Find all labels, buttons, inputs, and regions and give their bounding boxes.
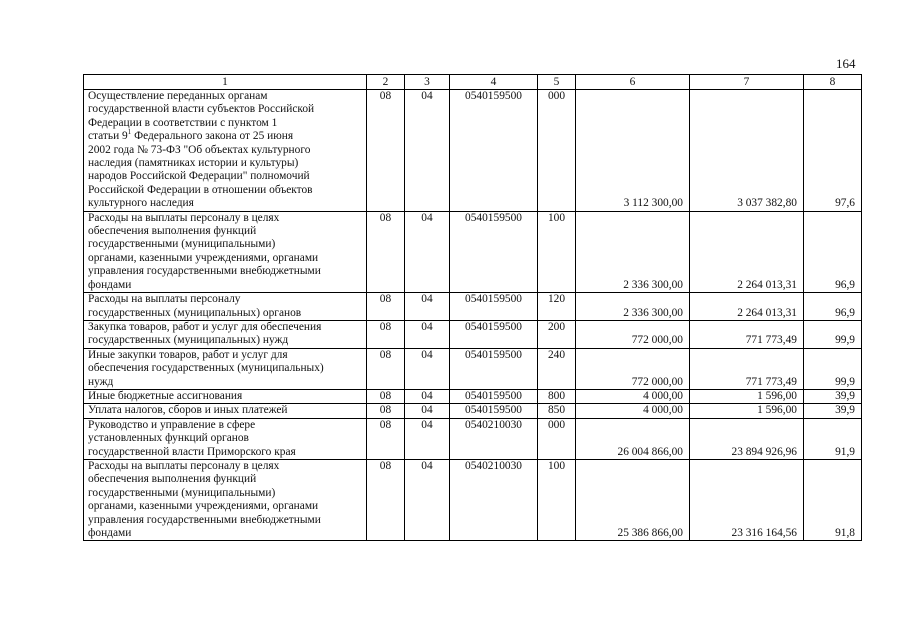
row-name: Иные закупки товаров, работ и услуг для обеспечения государственных (муниципальных) нужд	[84, 348, 367, 389]
column-header: 2	[367, 75, 405, 90]
expense-type-code: 120	[538, 293, 576, 321]
section-code: 08	[367, 389, 405, 403]
execution-percent: 97,6	[804, 90, 862, 212]
target-article-code: 0540159500	[450, 404, 538, 418]
section-code: 08	[367, 293, 405, 321]
subsection-code: 04	[405, 293, 450, 321]
planned-amount: 772 000,00	[576, 320, 690, 348]
subsection-code: 04	[405, 389, 450, 403]
column-header: 1	[84, 75, 367, 90]
row-name: Уплата налогов, сборов и иных платежей	[84, 404, 367, 418]
actual-amount: 23 316 164,56	[690, 459, 804, 540]
expense-type-code: 000	[538, 90, 576, 212]
target-article-code: 0540159500	[450, 389, 538, 403]
section-code: 08	[367, 90, 405, 212]
subsection-code: 04	[405, 348, 450, 389]
target-article-code: 0540159500	[450, 211, 538, 292]
planned-amount: 3 112 300,00	[576, 90, 690, 212]
table-row	[84, 404, 862, 418]
target-article-code: 0540159500	[450, 348, 538, 389]
section-code: 08	[367, 348, 405, 389]
subsection-code: 04	[405, 418, 450, 459]
target-article-code: 0540210030	[450, 459, 538, 540]
column-header: 8	[804, 75, 862, 90]
row-name: Руководство и управление в сфере установленных функций органов государственной власти Приморского края	[84, 418, 367, 459]
subsection-code: 04	[405, 404, 450, 418]
subsection-code: 04	[405, 90, 450, 212]
expense-type-code: 100	[538, 211, 576, 292]
row-name-text: Федерального закона от 25 июня 2002 года № 73-ФЗ "Об объектах культурного наследия (памятниках истории и культуры) народов Российской Федерации" полномочий Российской Федерации в отношении объектов культурного наследия	[88, 130, 313, 210]
subsection-code: 04	[405, 459, 450, 540]
actual-amount: 771 773,49	[690, 320, 804, 348]
table-row	[84, 320, 862, 348]
execution-percent: 91,9	[804, 418, 862, 459]
actual-amount: 3 037 382,80	[690, 90, 804, 212]
target-article-code: 0540159500	[450, 320, 538, 348]
section-code: 08	[367, 418, 405, 459]
planned-amount: 26 004 866,00	[576, 418, 690, 459]
page-number: 164	[836, 56, 856, 71]
section-code: 08	[367, 211, 405, 292]
execution-percent: 99,9	[804, 348, 862, 389]
expense-type-code: 200	[538, 320, 576, 348]
expense-type-code: 000	[538, 418, 576, 459]
expense-type-code: 800	[538, 389, 576, 403]
subsection-code: 04	[405, 211, 450, 292]
expense-type-code: 240	[538, 348, 576, 389]
row-name-superscript: 1	[127, 128, 132, 137]
section-code: 08	[367, 320, 405, 348]
expense-type-code: 100	[538, 459, 576, 540]
column-number-row	[84, 75, 862, 90]
actual-amount: 2 264 013,31	[690, 293, 804, 321]
column-header: 5	[538, 75, 576, 90]
execution-percent: 39,9	[804, 389, 862, 403]
column-header: 6	[576, 75, 690, 90]
actual-amount: 1 596,00	[690, 404, 804, 418]
planned-amount: 2 336 300,00	[576, 293, 690, 321]
row-name: Иные бюджетные ассигнования	[84, 389, 367, 403]
row-name	[84, 90, 367, 212]
table-row	[84, 459, 862, 540]
row-name: Расходы на выплаты персоналу государственных (муниципальных) органов	[84, 293, 367, 321]
actual-amount: 2 264 013,31	[690, 211, 804, 292]
row-name: Закупка товаров, работ и услуг для обеспечения государственных (муниципальных) нужд	[84, 320, 367, 348]
table-body	[84, 75, 862, 541]
column-header: 7	[690, 75, 804, 90]
column-header: 4	[450, 75, 538, 90]
planned-amount: 4 000,00	[576, 404, 690, 418]
actual-amount: 23 894 926,96	[690, 418, 804, 459]
execution-percent: 91,8	[804, 459, 862, 540]
table-row	[84, 418, 862, 459]
planned-amount: 772 000,00	[576, 348, 690, 389]
section-code: 08	[367, 459, 405, 540]
row-name-text: Осуществление переданных органам государственной власти субъектов Российской Федерации в соответствии с пунктом 1 статьи 9	[88, 90, 315, 143]
execution-percent: 39,9	[804, 404, 862, 418]
execution-percent: 99,9	[804, 320, 862, 348]
row-name: Расходы на выплаты персоналу в целях обеспечения выполнения функций государственными (муниципальными) органами, казенными учреждениями, органами управления государственными внебюджетными фондами	[84, 459, 367, 540]
execution-percent: 96,9	[804, 293, 862, 321]
table-row	[84, 389, 862, 403]
table-row	[84, 348, 862, 389]
column-header: 3	[405, 75, 450, 90]
planned-amount: 2 336 300,00	[576, 211, 690, 292]
planned-amount: 4 000,00	[576, 389, 690, 403]
actual-amount: 1 596,00	[690, 389, 804, 403]
budget-table	[83, 74, 862, 541]
planned-amount: 25 386 866,00	[576, 459, 690, 540]
subsection-code: 04	[405, 320, 450, 348]
section-code: 08	[367, 404, 405, 418]
row-name: Расходы на выплаты персоналу в целях обеспечения выполнения функций государственными (муниципальными) органами, казенными учреждениями, органами управления государственными внебюджетными фондами	[84, 211, 367, 292]
table-row	[84, 293, 862, 321]
execution-percent: 96,9	[804, 211, 862, 292]
target-article-code: 0540159500	[450, 293, 538, 321]
table-row	[84, 211, 862, 292]
actual-amount: 771 773,49	[690, 348, 804, 389]
table-row	[84, 90, 862, 212]
target-article-code: 0540210030	[450, 418, 538, 459]
target-article-code: 0540159500	[450, 90, 538, 212]
expense-type-code: 850	[538, 404, 576, 418]
